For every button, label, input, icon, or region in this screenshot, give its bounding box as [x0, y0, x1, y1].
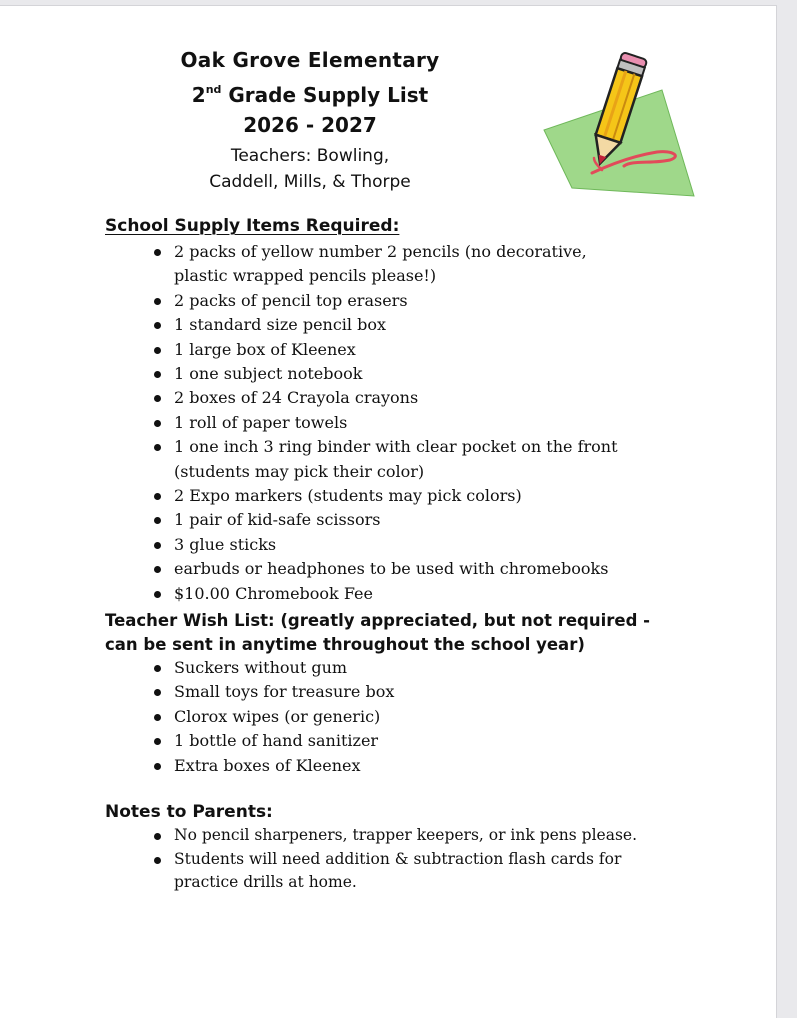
- required-items-list: [152, 240, 618, 606]
- list-item: [152, 754, 394, 778]
- notes-section-title: Notes to Parents:: [105, 802, 273, 822]
- pencil-clipart-icon: [532, 48, 702, 198]
- list-item-text: Suckers without gum: [174, 658, 348, 677]
- list-item-text: plastic wrapped pencils please!): [174, 266, 437, 286]
- school-year: 2026 - 2027: [243, 113, 377, 137]
- list-item-text: 2 boxes of 24 Crayola crayons: [174, 388, 419, 408]
- list-item-text: 1 standard size pencil box: [174, 315, 387, 335]
- teachers-line-1: Teachers: Bowling,: [230, 146, 390, 166]
- required-section-title: School Supply Items Required:: [105, 216, 400, 236]
- list-item: [152, 582, 618, 606]
- list-item: [152, 824, 637, 848]
- list-item-text: 1 large box of Kleenex: [174, 339, 356, 359]
- list-item: [152, 386, 618, 410]
- grade-number: 2: [191, 83, 206, 107]
- list-item-text: No pencil sharpeners, trapper keepers, or ink pens please.: [174, 826, 637, 844]
- list-item: [152, 289, 618, 313]
- grade-suffix: nd: [205, 83, 222, 96]
- list-item: [152, 411, 618, 435]
- list-item-text: earbuds or headphones to be used with chromebooks: [174, 559, 609, 579]
- list-item-text: 1 one inch 3 ring binder with clear pocket on the front: [174, 437, 618, 457]
- notes-items-list: [152, 824, 637, 895]
- list-item-text: practice drills at home.: [174, 873, 357, 891]
- list-item-text: 2 packs of yellow number 2 pencils (no decorative,: [174, 242, 587, 261]
- wishlist-title-line-2: can be sent in anytime throughout the school year): [105, 635, 585, 654]
- list-item: [152, 557, 618, 581]
- document-header: [160, 46, 460, 196]
- list-item-text: 1 bottle of hand sanitizer: [174, 731, 379, 751]
- list-item: [152, 533, 618, 557]
- list-item-text: 2 packs of pencil top erasers: [174, 290, 408, 310]
- wishlist-items-list: [152, 656, 394, 778]
- wishlist-section-title: [105, 609, 650, 657]
- list-item-text: Clorox wipes (or generic): [174, 706, 381, 726]
- list-title: [160, 75, 460, 110]
- school-name: Oak Grove Elementary: [180, 48, 440, 72]
- list-item: [152, 848, 637, 895]
- list-item-text: 2 Expo markers (students may pick colors): [174, 486, 522, 506]
- list-item-text: 3 glue sticks: [174, 534, 277, 554]
- list-item-text: Students will need addition & subtraction flash cards for: [174, 849, 622, 868]
- list-item: [152, 484, 618, 508]
- teachers-line-2: Caddell, Mills, & Thorpe: [209, 172, 411, 192]
- list-item: [152, 240, 618, 289]
- list-item-text: $10.00 Chromebook Fee: [174, 583, 373, 603]
- wishlist-title-line-1: Teacher Wish List: (greatly appreciated, but not required -: [105, 611, 650, 630]
- list-item: [152, 362, 618, 386]
- list-item-text: 1 pair of kid-safe scissors: [174, 510, 381, 530]
- list-item: [152, 680, 394, 704]
- list-item: [152, 508, 618, 532]
- list-item-text: 1 one subject notebook: [174, 364, 363, 384]
- list-item-text: Extra boxes of Kleenex: [174, 755, 361, 775]
- list-item: [152, 435, 618, 484]
- list-item-text: (students may pick their color): [174, 461, 425, 481]
- list-item-text: Small toys for treasure box: [174, 682, 395, 702]
- list-item: [152, 729, 394, 753]
- grade-title-rest: Grade Supply List: [221, 83, 429, 107]
- list-item: [152, 313, 618, 337]
- list-item: [152, 705, 394, 729]
- list-item: [152, 656, 394, 680]
- list-item-text: 1 roll of paper towels: [174, 412, 348, 432]
- list-item: [152, 338, 618, 362]
- document-page: [0, 5, 777, 1018]
